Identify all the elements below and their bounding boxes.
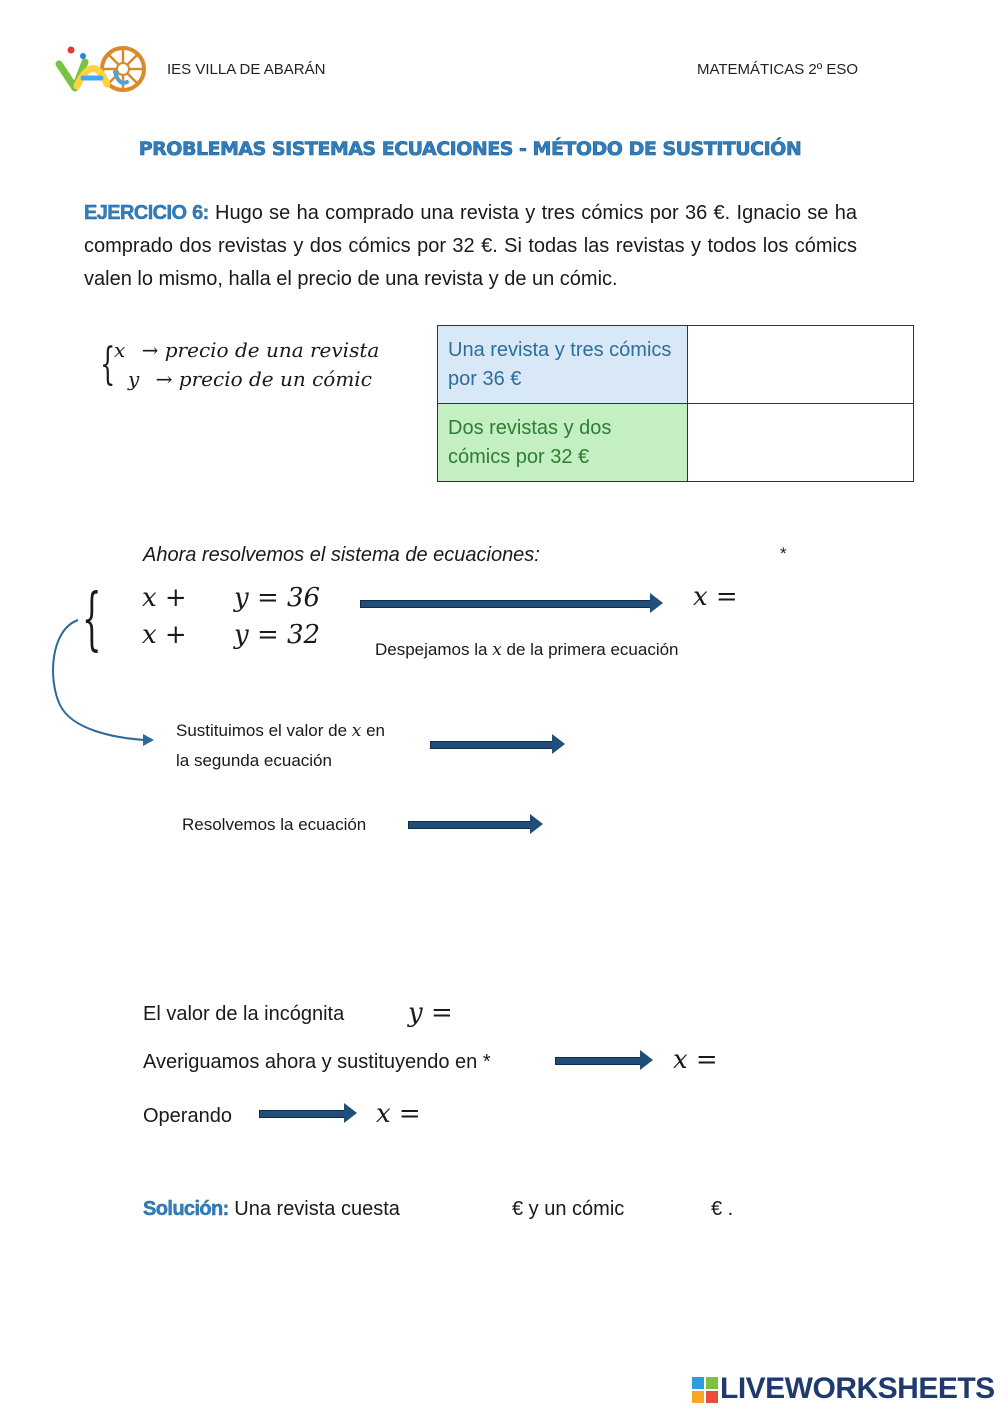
- table-row-label: Dos revistas y dos cómics por 32 €: [438, 404, 688, 482]
- solve-intro: Ahora resolvemos el sistema de ecuaciones:: [143, 544, 540, 566]
- variable-y: y: [128, 367, 140, 391]
- liveworksheets-brand: LIVEWORKSHEETS: [720, 1372, 995, 1405]
- equation-input-2[interactable]: [688, 404, 914, 482]
- variable-y-row: [128, 367, 372, 391]
- y-value-label: El valor de la incógnita: [143, 1003, 345, 1025]
- variable-x: x: [114, 338, 126, 362]
- curved-arrow-icon: [40, 610, 170, 750]
- exercise-statement: [84, 197, 857, 296]
- solution-label: Solución:: [143, 1198, 229, 1220]
- solution-part1: Una revista cuesta: [234, 1198, 400, 1220]
- school-logo: [55, 42, 147, 96]
- isolate-label-post: de la primera ecuación: [506, 640, 679, 659]
- school-name: IES VILLA DE ABARÁN: [167, 61, 326, 78]
- isolate-label-var: x: [492, 640, 502, 660]
- equation-2-right: y = 32: [234, 620, 321, 650]
- isolate-label-pre: Despejamos la: [375, 640, 488, 659]
- variables-brace: {: [100, 339, 116, 390]
- equation-2-left: x +: [142, 620, 187, 650]
- table-row-label: Una revista y tres cómics por 36 €: [438, 326, 688, 404]
- table-row: [438, 326, 914, 404]
- arrow-substitute: [430, 741, 553, 749]
- find-x-label: Averiguamos ahora y sustituyendo en *: [143, 1051, 491, 1073]
- equation-1-left: x +: [142, 583, 187, 613]
- substitute-label-var: x: [351, 721, 362, 741]
- operate-eq: x =: [376, 1099, 421, 1129]
- solution-part3: € .: [711, 1198, 734, 1220]
- substitute-label-line2: la segunda ecuación: [176, 751, 332, 770]
- exercise-text: Hugo se ha comprado una revista y tres cómics por 36 €. Ignacio se ha comprado dos revistas y dos cómics por 32 €. Si todas las revistas y todos los cómics valen lo mismo, halla el precio de una revista y de un cómic.: [84, 202, 857, 290]
- solution-line: [143, 1198, 400, 1221]
- substitute-label-post: en: [366, 721, 386, 740]
- arrow-solve: [408, 821, 531, 829]
- solution-part2: € y un cómic: [512, 1198, 625, 1220]
- asterisk-marker: *: [780, 544, 787, 563]
- arrow-isolate: [360, 600, 651, 608]
- operate-label: Operando: [143, 1105, 232, 1127]
- system-brace: {: [82, 580, 102, 659]
- subject-name: MATEMÁTICAS 2º ESO: [697, 61, 859, 78]
- variable-x-row: [114, 338, 379, 362]
- logo-icon: [55, 42, 147, 96]
- equation-1-right: y = 36: [234, 583, 321, 613]
- equations-table: [437, 325, 914, 482]
- arrow-operate: [259, 1110, 345, 1118]
- variable-y-desc: → precio de un cómic: [155, 367, 372, 391]
- page-title: PROBLEMAS SISTEMAS ECUACIONES - MÉTODO DE SUSTITUCIÓN: [138, 138, 802, 160]
- variable-x-desc: → precio de una revista: [141, 338, 380, 362]
- isolate-label: [375, 640, 679, 660]
- variables-block: [100, 336, 400, 398]
- equation-input-1[interactable]: [688, 326, 914, 404]
- isolate-result: x =: [693, 582, 738, 612]
- table-row: [438, 404, 914, 482]
- find-x-eq: x =: [673, 1045, 718, 1075]
- solve-equation-label: Resolvemos la ecuación: [182, 815, 367, 834]
- substitute-label-pre: Sustituimos el valor de: [176, 721, 348, 740]
- substitute-label: [176, 716, 385, 775]
- exercise-label: EJERCICIO 6:: [84, 202, 209, 224]
- y-value-eq: y =: [408, 998, 453, 1028]
- arrow-find-x: [555, 1057, 641, 1065]
- liveworksheets-logo-icon: [692, 1377, 718, 1403]
